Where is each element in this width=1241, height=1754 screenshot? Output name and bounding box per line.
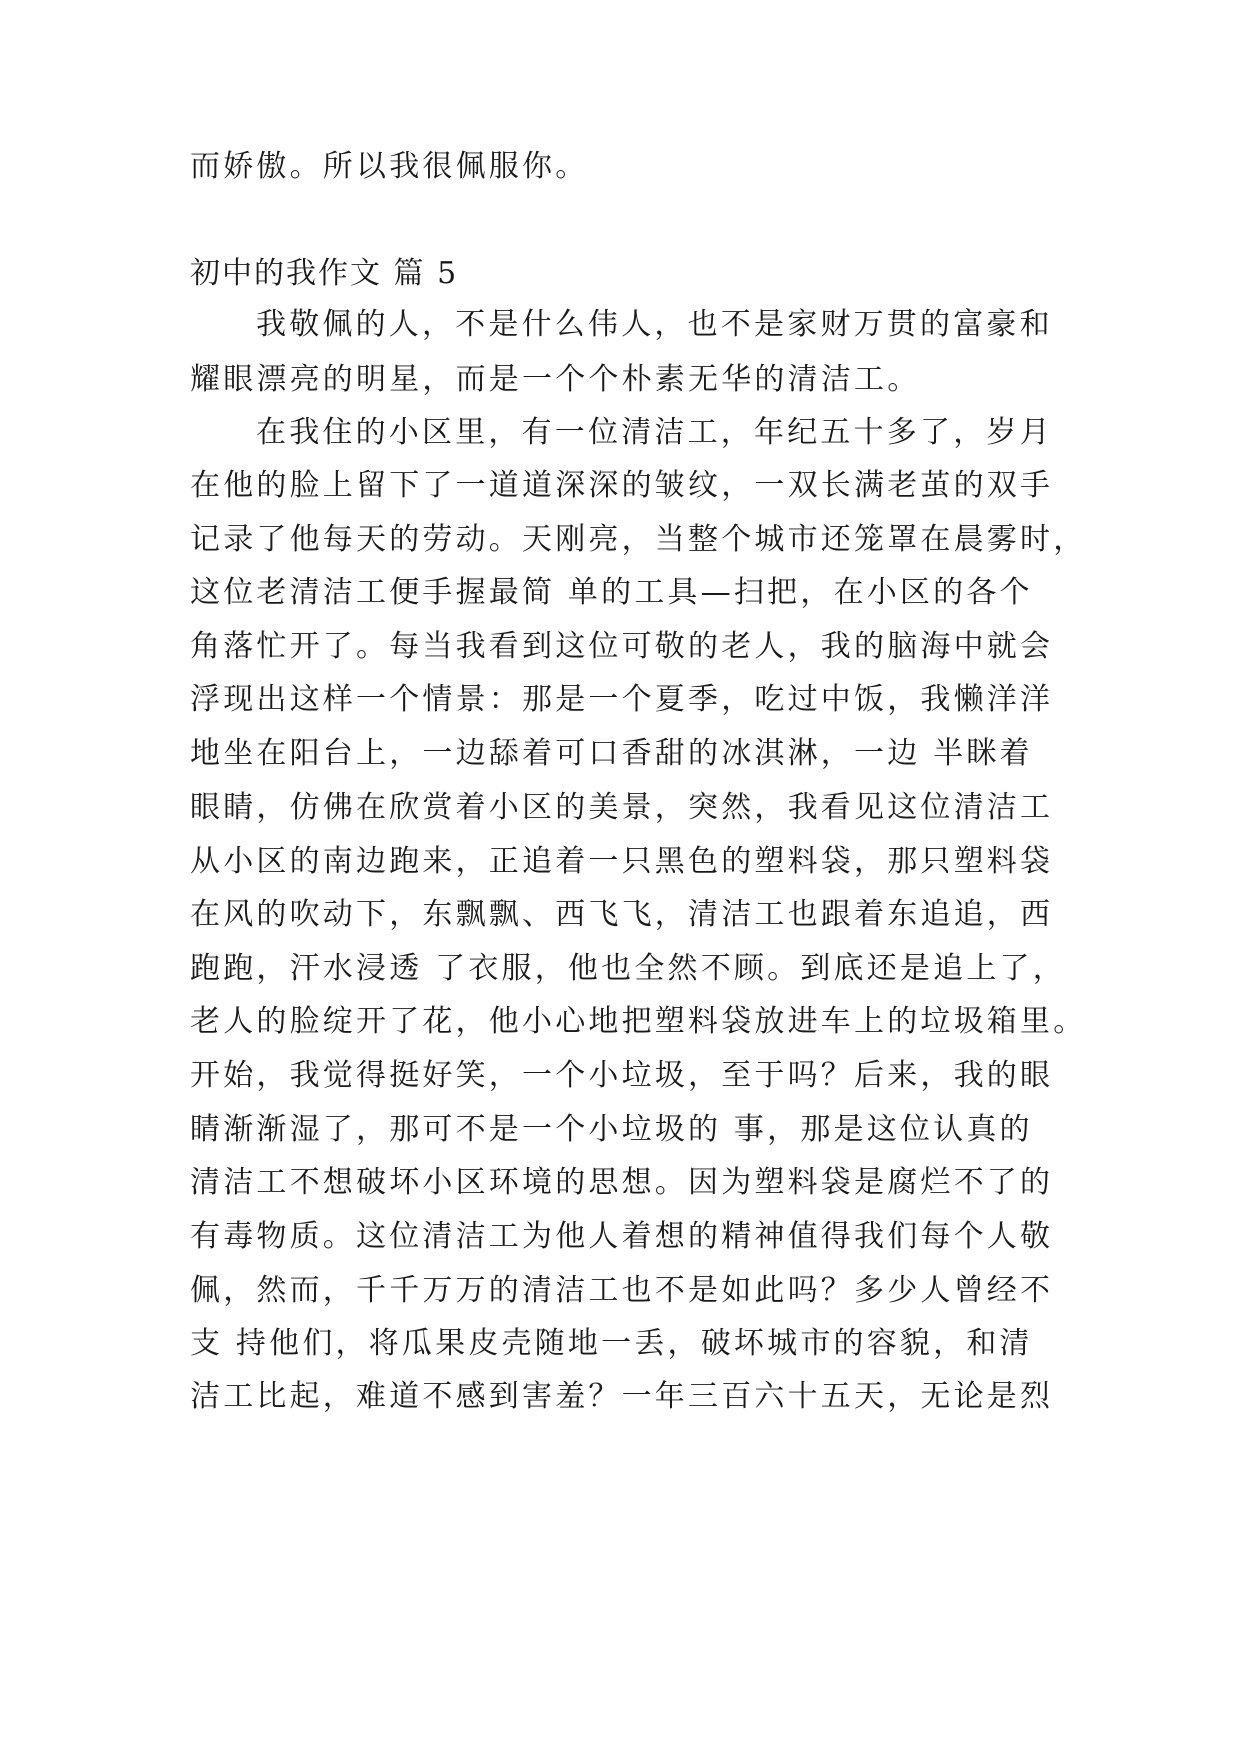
paragraph-line: 这位老清洁工便手握最简 单的工具—扫把，在小区的各个 xyxy=(190,575,1033,610)
paragraph-line: 记录了他每天的劳动。天刚亮，当整个城市还笼罩在晨雾时， xyxy=(190,522,1087,557)
paragraph-line: 在他的脸上留下了一道道深深的皱纹，一双长满老茧的双手 xyxy=(190,468,1054,503)
paragraph-line: 眼睛，仿佛在欣赏着小区的美景，突然，我看见这位清洁工 xyxy=(190,790,1054,825)
section-title: 初中的我作文 篇 5 xyxy=(190,256,459,291)
paragraph-line: 老人的脸绽开了花，他小心地把塑料袋放进车上的垃圾箱里。 xyxy=(190,1004,1087,1039)
paragraph-line: 我敬佩的人，不是什么伟人，也不是家财万贯的富豪和 xyxy=(256,307,1053,342)
paragraph-line: 角落忙开了。每当我看到这位可敬的老人，我的脑海中就会 xyxy=(190,629,1054,664)
paragraph-line: 跑跑，汗水浸透 了衣服，他也全然不顾。到底还是追上了， xyxy=(190,951,1066,986)
paragraph-line: 在我住的小区里，有一位清洁工，年纪五十多了，岁月 xyxy=(256,415,1053,450)
paragraph-line: 浮现出这样一个情景：那是一个夏季，吃过中饭，我懒洋洋 xyxy=(190,682,1054,717)
paragraph-line: 从小区的南边跑来，正追着一只黑色的塑料袋，那只塑料袋 xyxy=(190,844,1054,879)
paragraph-line: 耀眼漂亮的明星，而是一个个朴素无华的清洁工。 xyxy=(190,362,921,397)
paragraph-line: 在风的吹动下，东飘飘、西飞飞，清洁工也跟着东追追，西 xyxy=(190,897,1054,932)
paragraph-line: 支 持他们，将瓜果皮壳随地一丢，破坏城市的容貌，和清 xyxy=(190,1326,1033,1361)
paragraph-line: 睛渐渐湿了，那可不是一个小垃圾的 事，那是这位认真的 xyxy=(190,1112,1033,1147)
paragraph-line: 佩，然而，千千万万的清洁工也不是如此吗？多少人曾经不 xyxy=(190,1273,1054,1308)
paragraph-line: 清洁工不想破坏小区环境的思想。因为塑料袋是腐烂不了的 xyxy=(190,1165,1054,1200)
paragraph-line: 地坐在阳台上，一边舔着可口香甜的冰淇淋，一边 半眯着 xyxy=(190,736,1033,771)
continued-text-line: 而娇傲。所以我很佩服你。 xyxy=(190,149,589,184)
paragraph-line: 开始，我觉得挺好笑，一个小垃圾，至于吗？后来，我的眼 xyxy=(190,1058,1054,1093)
paragraph-line: 有毒物质。这位清洁工为他人着想的精神值得我们每个人敬 xyxy=(190,1219,1054,1254)
paragraph-line: 洁工比起，难道不感到害羞？一年三百六十五天，无论是烈 xyxy=(190,1379,1054,1414)
